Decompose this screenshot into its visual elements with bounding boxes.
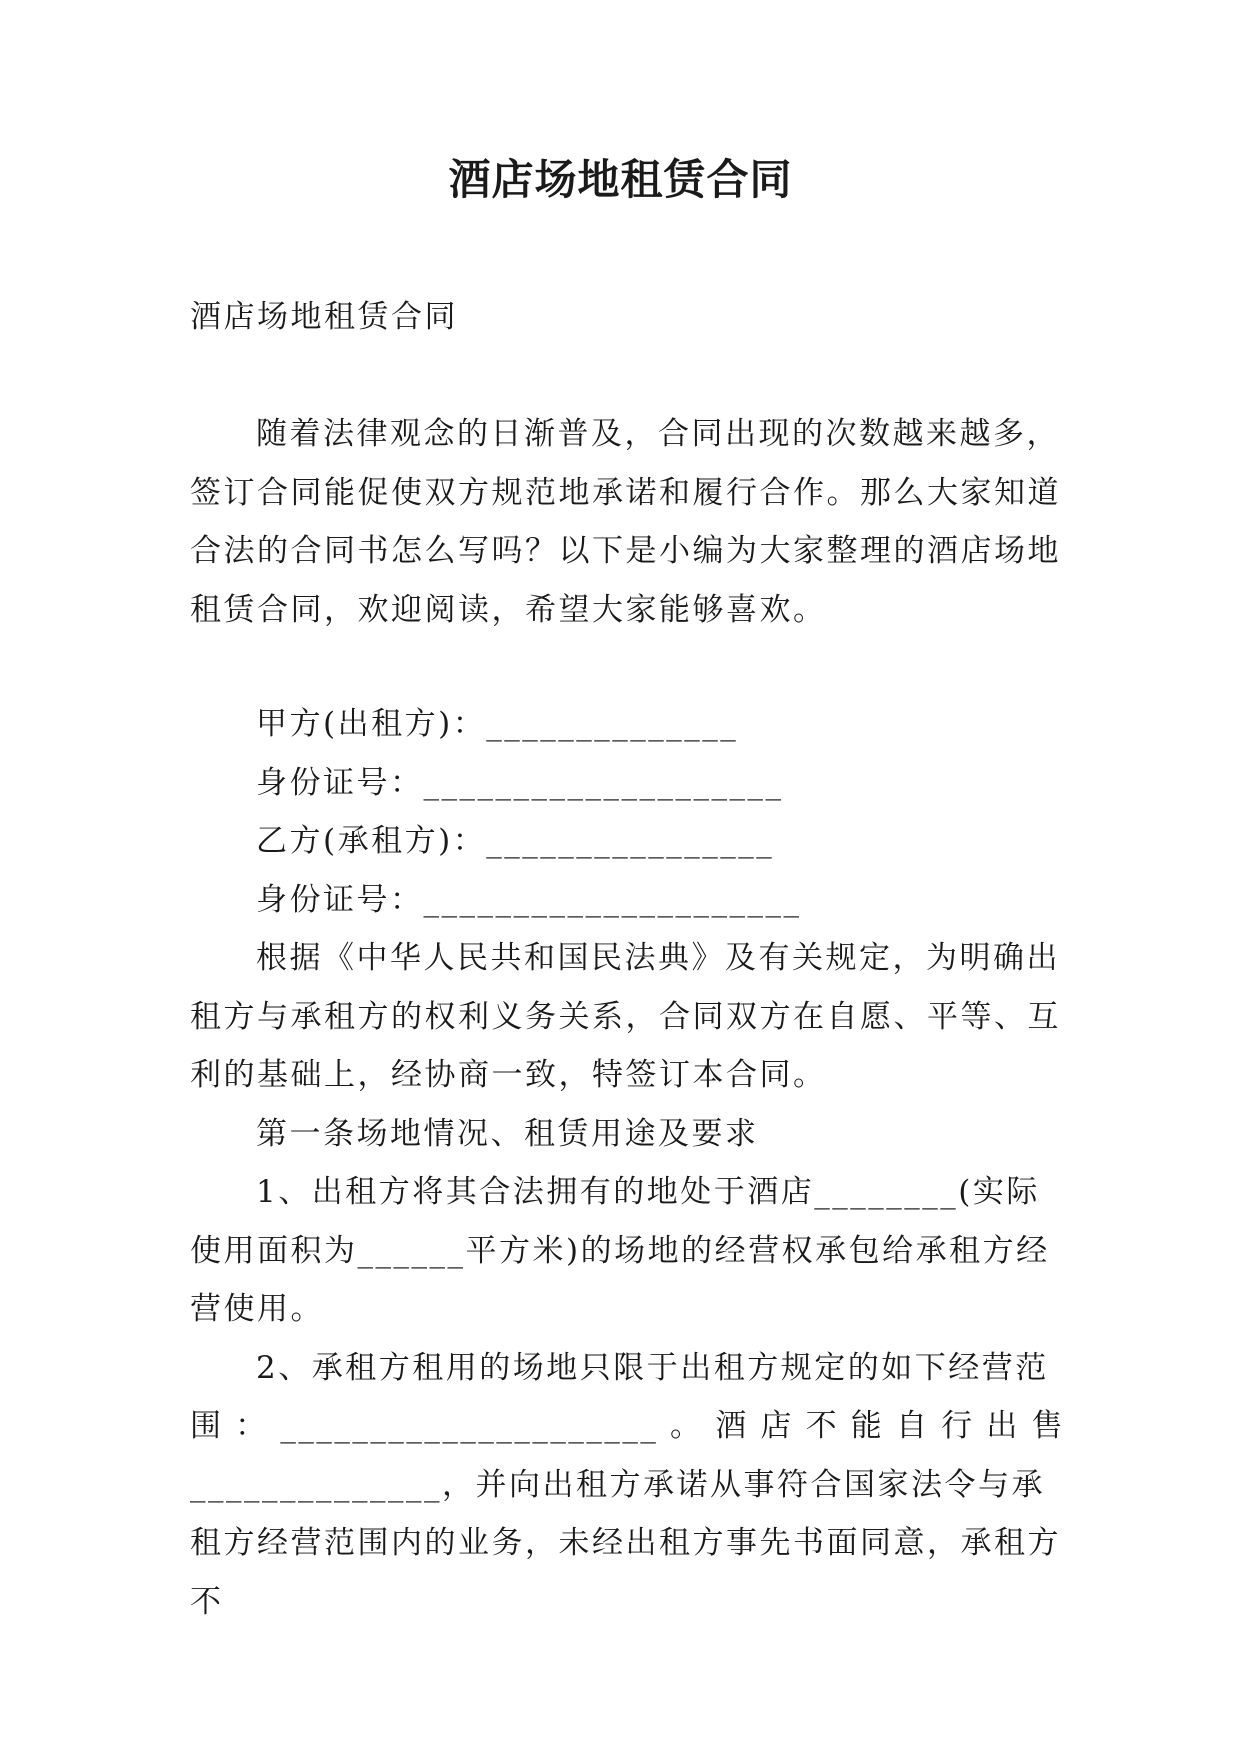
party-b-blank: ________________ [486, 823, 775, 859]
contract-body [190, 695, 1065, 1631]
id-b-label: 身份证号： [256, 881, 424, 918]
preamble-paragraph: 根据《中华人民共和国民法典》及有关规定，为明确出租方与承租方的权利义务关系，合同双方在自愿、平等、互利的基础上，经协商一致，特签订本合同。 [190, 940, 1061, 1093]
intro-paragraph: 随着法律观念的日渐普及，合同出现的次数越来越多，签订合同能促使双方规范地承诺和履行合作。那么大家知道合法的合同书怎么写吗？以下是小编为大家整理的酒店场地租赁合同，欢迎阅读，希望大家能够喜欢。 [190, 416, 1061, 628]
party-b-label: 乙方(承租方)： [256, 823, 487, 859]
clause-2-continuation: ______________，并向出租方承诺从事符合国家法令与承租方经营范围内的业务，未经出租方事先书面同意，承租方不 [190, 1466, 1061, 1620]
id-a-label: 身份证号： [256, 764, 424, 801]
id-b-line [190, 871, 1065, 930]
id-a-line [190, 754, 1065, 813]
intro-section [190, 405, 1065, 639]
clause-2-line-2: 围：_____________________。酒店不能自行出售 [190, 1408, 1065, 1444]
subtitle-text: 酒店场地租赁合同 [190, 299, 458, 335]
clause-1-paragraph: 1、出租方将其合法拥有的地处于酒店________(实际使用面积为______平方米)的场地的经营权承包给承租方经营使用。 [190, 1174, 1050, 1327]
party-a-line [190, 695, 1065, 754]
document-subtitle [190, 288, 1065, 347]
id-a-blank: ____________________ [423, 764, 784, 801]
party-a-label: 甲方(出租方)： [256, 706, 487, 742]
party-a-blank: ______________ [486, 706, 739, 742]
clause-2-line-1: 2、承租方租用的场地只限于出租方规定的如下经营范 [256, 1349, 1049, 1386]
document-title: 酒店场地租赁合同 [448, 155, 793, 204]
article-1-heading: 第一条场地情况、租赁用途及要求 [256, 1115, 759, 1152]
party-b-line [190, 812, 1065, 871]
id-b-blank: _____________________ [423, 881, 802, 918]
